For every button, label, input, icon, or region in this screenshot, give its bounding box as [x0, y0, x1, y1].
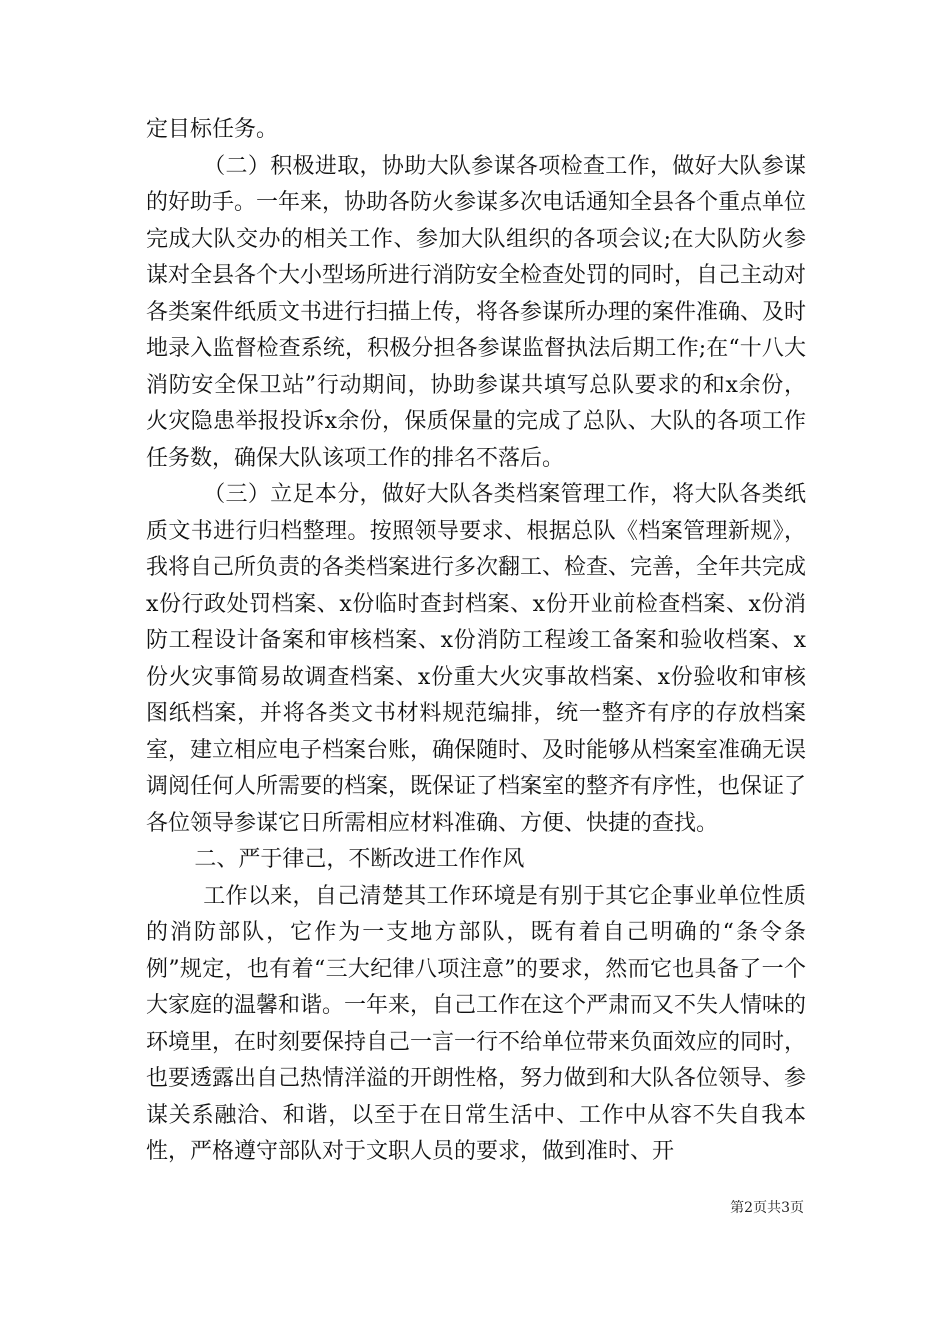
section-heading: 二、严于律己，不断改进工作作风 — [194, 847, 525, 872]
paragraph-continuation: 定目标任务。 — [146, 117, 279, 142]
document-body — [146, 112, 806, 1171]
page-number: 第2页共3页 — [730, 1200, 804, 1216]
paragraph-section-2: （二）积极进取，协助大队参谋各项检查工作，做好大队参谋的好助手。一年来，协助各防火参谋多次电话通知全县各个重点单位完成大队交办的相关工作、参加大队组织的各项会议;在大队防火参谋对全县各个大小型场所进行消防安全检查处罚的同时，自己主动对各类案件纸质文书进行扫描上传，将各参谋所办理的案件准确、及时地录入监督检查系统，积极分担各参谋监督执法后期工作;在“十八大消防安全保卫站”行动期间，协助参谋共填写总队要求的和x余份，火灾隐患举报投诉x余份，保质保量的完成了总队、大队的各项工作任务数，确保大队该项工作的排名不落后。 — [146, 153, 807, 471]
paragraph-work-style: 工作以来，自己清楚其工作环境是有别于其它企事业单位性质的消防部队，它作为一支地方部队，既有着自己明确的“条令条例”规定，也有着“三大纪律八项注意”的要求，然而它也具备了一个大家庭的温馨和谐。一年来，自己工作在这个严肃而又不失人情味的环境里，在时刻要保持自己一言一行不给单位带来负面效应的同时，也要透露出自己热情洋溢的开朗性格，努力做到和大队各位领导、参谋关系融洽、和谐，以至于在日常生活中、工作中从容不失自我本性，严格遵守部队对于文职人员的要求，做到准时、开 — [146, 883, 807, 1164]
paragraph-section-3: （三）立足本分，做好大队各类档案管理工作，将大队各类纸质文书进行归档整理。按照领导要求、根据总队《档案管理新规》，我将自己所负责的各类档案进行多次翻工、检查、完善，全年共完成x份行政处罚档案、x份临时查封档案、x份开业前检查档案、x份消防工程设计备案和审核档案、x份消防工程竣工备案和验收档案、x份火灾事简易故调查档案、x份重大火灾事故档案、x份验收和审核图纸档案，并将各类文书材料规范编排，统一整齐有序的存放档案室，建立相应电子档案台账，确保随时、及时能够从档案室准确无误调阅任何人所需要的档案，既保证了档案室的整齐有序性，也保证了各位领导参谋它日所需相应材料准确、方便、快捷的查找。 — [146, 482, 807, 836]
